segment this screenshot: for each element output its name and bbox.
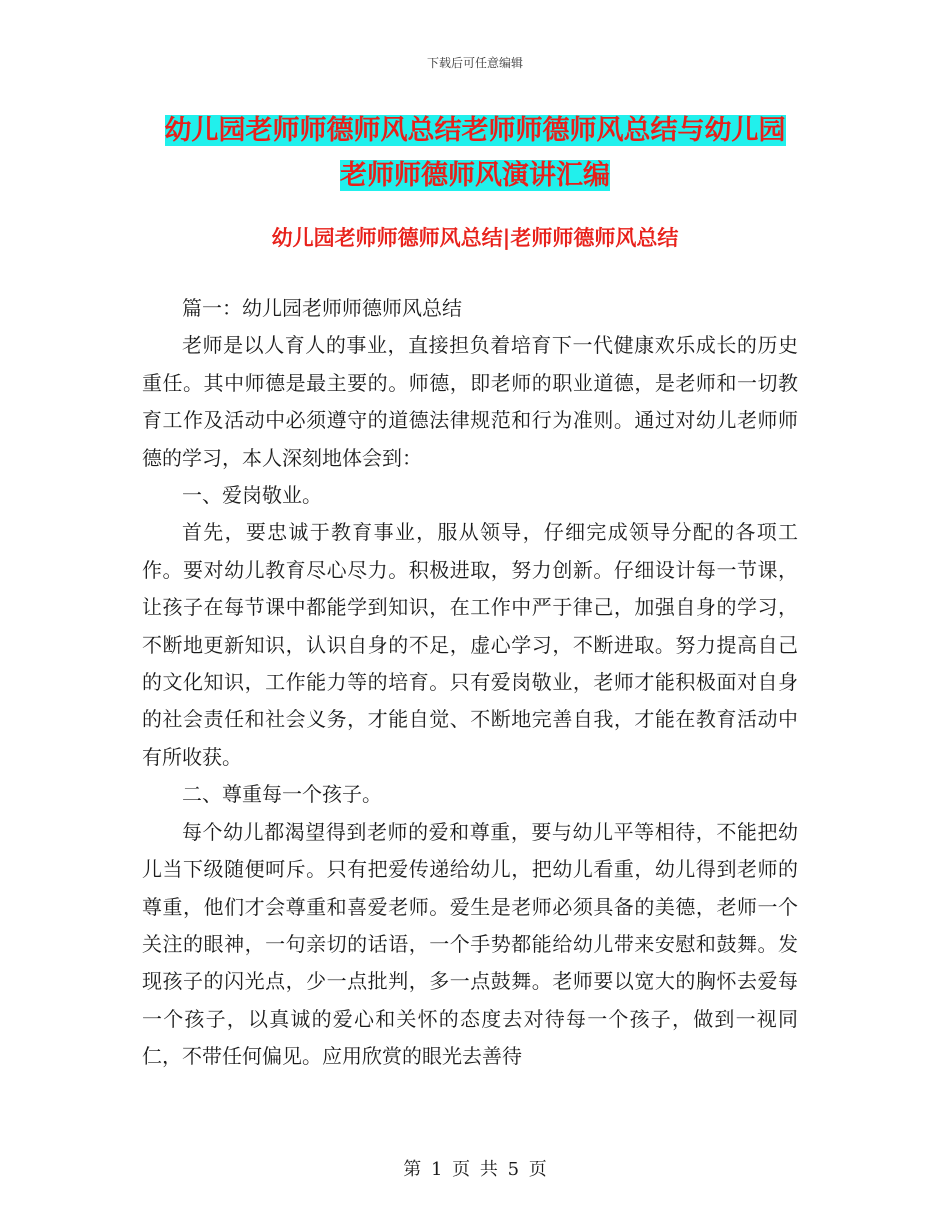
paragraph-dedication: 首先，要忠诚于教育事业，服从领导，仔细完成领导分配的各项工作。要对幼儿教育尽心尽力。积极进取，努力创新。仔细设计每一节课，让孩子在每节课中都能学到知识，在工作中严于律己，加强自身的学习，不断地更新知识，认识自身的不足，虚心学习，不断进取。努力提高自己的文化知识，工作能力等的培育。只有爱岗敬业，老师才能积极面对自身的社会责任和社会义务，才能自觉、不断地完善自我，才能在教育活动中有所收获。 [142,520,798,769]
paragraph-heading-1: 一、爱岗敬业。 [182,483,322,508]
paragraph-heading-2: 二、尊重每一个孩子。 [182,782,382,807]
document-title-line-2: 老师师德师风演讲汇编 [340,160,610,191]
document-body [142,290,798,1076]
document-title [145,108,805,198]
paragraph-respect: 每个幼儿都渴望得到老师的爱和尊重，要与幼儿平等相待，不能把幼儿当下级随便呵斥。只有把爱传递给幼儿，把幼儿看重，幼儿得到老师的尊重，他们才会尊重和喜爱老师。爱生是老师必须具备的美德，老师一个关注的眼神，一句亲切的话语，一个手势都能给幼儿带来安慰和鼓舞。发现孩子的闪光点，少一点批判，多一点鼓舞。老师要以宽大的胸怀去爱每一个孩子，以真诚的爱心和关怀的态度去对待每一个孩子，做到一视同仁，不带任何偏见。应用欣赏的眼光去善待 [142,819,798,1069]
paragraph-heading-part-one: 篇一：幼儿园老师师德师风总结 [182,296,462,320]
header-note: 下载后可任意编辑 [426,56,523,70]
page-indicator: 第 1 页 共 5 页 [403,1159,547,1180]
paragraph-intro: 老师是以人育人的事业，直接担负着培育下一代健康欢乐成长的历史重任。其中师德是最主要的。师德，即老师的职业道德，是老师和一切教育工作及活动中必须遵守的道德法律规范和行为准则。通过对幼儿老师师德的学习，本人深刻地体会到： [142,333,798,470]
section-title: 幼儿园老师师德师风总结|老师师德师风总结 [271,226,679,250]
document-title-line-1: 幼儿园老师师德师风总结老师师德师风总结与幼儿园 [164,115,786,146]
